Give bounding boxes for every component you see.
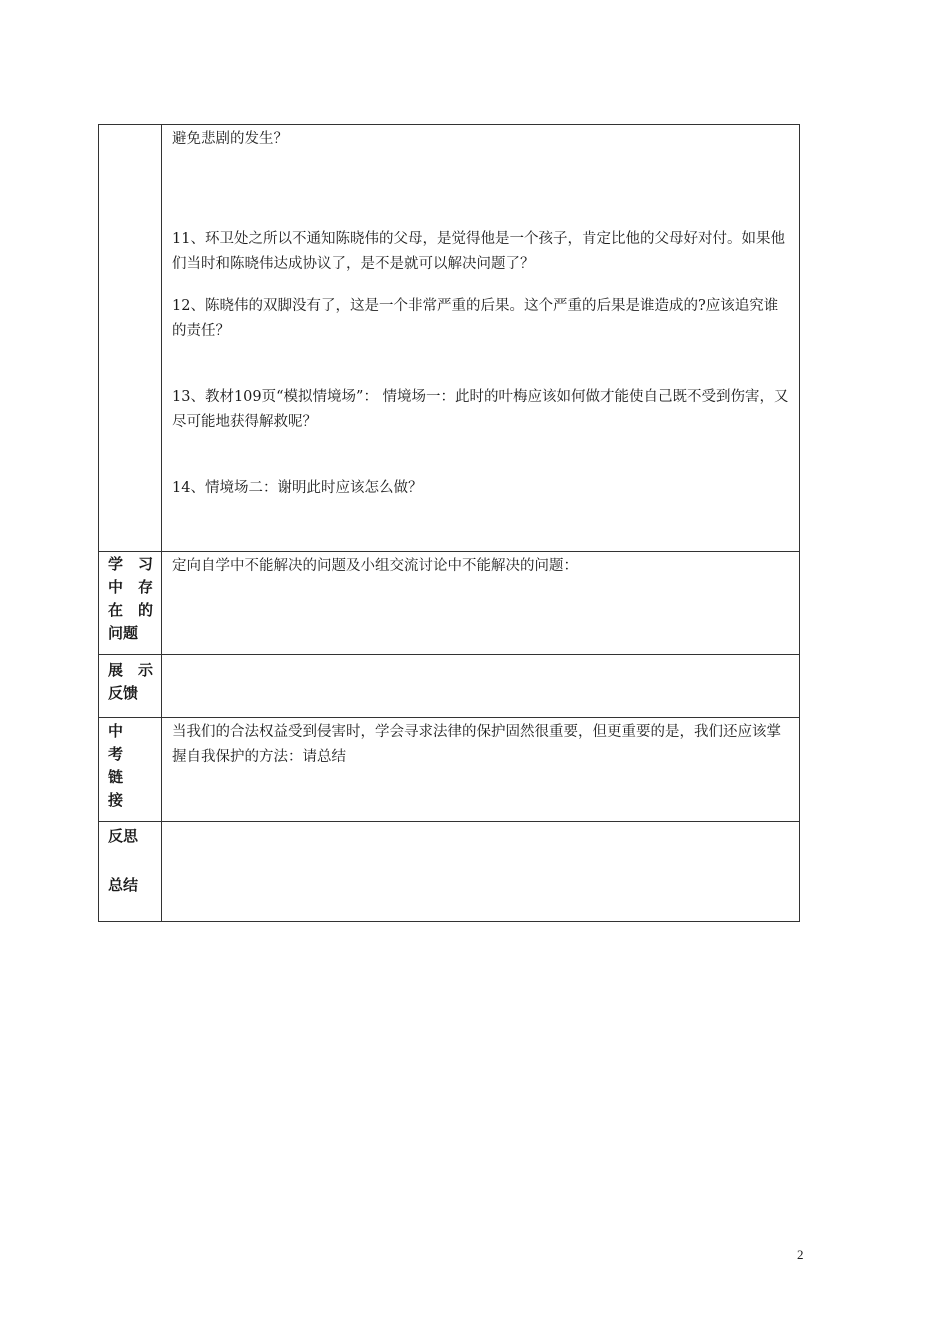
label-line xyxy=(99,682,161,705)
label-line xyxy=(99,743,161,766)
label-line xyxy=(99,720,161,743)
label-char: 的 xyxy=(137,601,153,619)
label-line xyxy=(99,848,161,874)
label-char: 习 xyxy=(137,555,153,573)
table-row xyxy=(99,125,800,552)
label-line xyxy=(99,825,161,848)
label-char: 学 xyxy=(108,555,124,573)
label-char: 总结 xyxy=(108,876,139,894)
row-content-feedback xyxy=(162,655,800,718)
question-continuation: 避免悲剧的发生？ xyxy=(172,131,288,147)
label-char: 考 xyxy=(108,745,124,763)
row-label-feedback xyxy=(99,655,162,718)
row-content-problems xyxy=(162,552,800,655)
label-char: 链 xyxy=(108,768,124,786)
page-number: 2 xyxy=(797,1247,804,1262)
table-row xyxy=(99,655,800,718)
label-char: 反馈 xyxy=(108,684,139,702)
label-char: 中 xyxy=(108,578,124,596)
row-content-reflection xyxy=(162,822,800,922)
label-char: 在 xyxy=(108,601,124,619)
exam-link-text: 当我们的合法权益受到侵害时，学会寻求法律的保护固然很重要，但更重要的是，我们还应该掌握自我保护的方法：请总结 xyxy=(172,724,781,765)
question-13: 13、教材109页“模拟情境场”： 情境场一：此时的叶梅应该如何做才能使自己既不受到伤害，又尽可能地获得解救呢？ xyxy=(172,389,789,430)
label-char: 问题 xyxy=(108,624,139,642)
table-row xyxy=(99,718,800,822)
table-row xyxy=(99,552,800,655)
question-12: 12、陈晓伟的双脚没有了，这是一个非常严重的后果。这个严重的后果是谁造成的?应该追究谁的责任？ xyxy=(172,298,779,339)
table-row xyxy=(99,822,800,922)
row-content-questions xyxy=(162,125,800,552)
label-char: 接 xyxy=(108,791,124,809)
label-line xyxy=(99,622,161,645)
question-14: 14、情境场二：谢明此时应该怎么做？ xyxy=(172,480,423,496)
problems-prompt: 定向自学中不能解决的问题及小组交流讨论中不能解决的问题： xyxy=(172,558,578,574)
label-line xyxy=(99,659,161,682)
row-label-exam-link xyxy=(99,718,162,822)
label-line xyxy=(99,874,161,897)
label-line xyxy=(99,553,161,576)
label-char: 中 xyxy=(108,722,124,740)
label-line xyxy=(99,576,161,599)
label-char: 存 xyxy=(137,578,153,596)
label-line xyxy=(99,789,161,812)
label-char: 反思 xyxy=(108,827,139,845)
row-label-reflection xyxy=(99,822,162,922)
row-content-exam-link xyxy=(162,718,800,822)
label-char: 展 xyxy=(108,661,124,679)
row-label-empty xyxy=(99,125,162,552)
label-line xyxy=(99,599,161,622)
row-label-problems xyxy=(99,552,162,655)
study-table xyxy=(98,124,800,922)
label-char: 示 xyxy=(137,661,153,679)
question-11: 11、环卫处之所以不通知陈晓伟的父母，是觉得他是一个孩子，肯定比他的父母好对付。如果他们当时和陈晓伟达成协议了，是不是就可以解决问题了？ xyxy=(172,231,785,272)
label-line xyxy=(99,766,161,789)
